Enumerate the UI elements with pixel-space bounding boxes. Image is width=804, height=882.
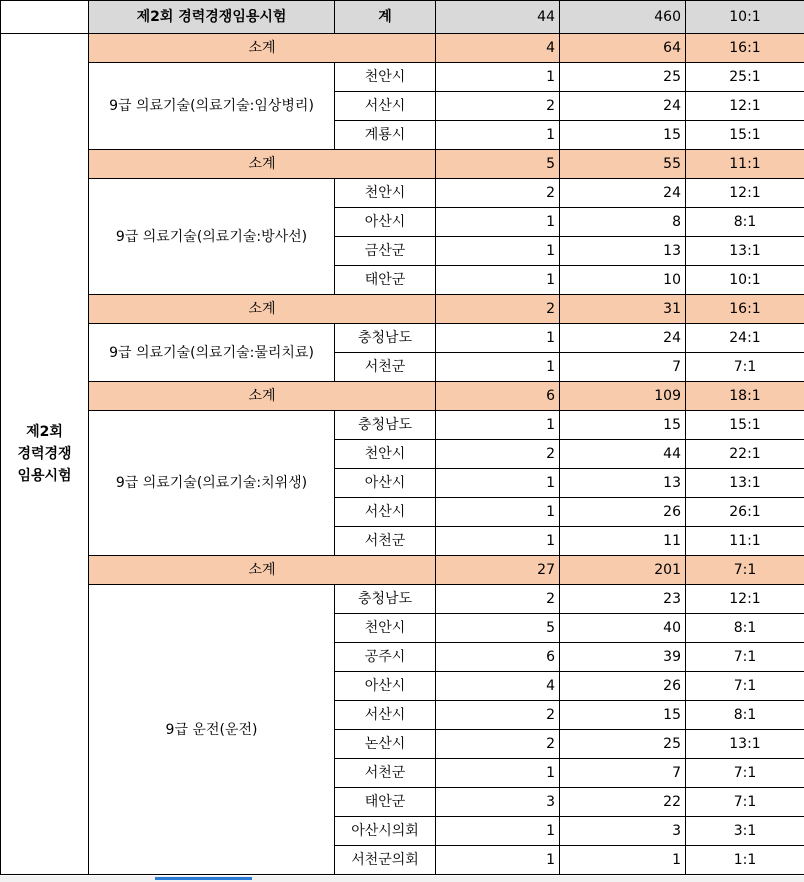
row-applicants: 25 bbox=[560, 63, 686, 92]
row-applicants: 44 bbox=[560, 440, 686, 469]
subtotal-row bbox=[1, 34, 804, 63]
row-region: 서산시 bbox=[335, 701, 436, 730]
row-region: 충청남도 bbox=[335, 324, 436, 353]
row-ratio: 11:1 bbox=[686, 527, 804, 556]
row-ratio: 8:1 bbox=[686, 208, 804, 237]
row-applicants: 24 bbox=[560, 324, 686, 353]
row-count: 1 bbox=[436, 353, 560, 382]
row-count: 1 bbox=[436, 237, 560, 266]
row-region: 천안시 bbox=[335, 179, 436, 208]
row-region: 아산시 bbox=[335, 672, 436, 701]
position-name-cell: 9급 의료기술(의료기술:방사선) bbox=[89, 179, 335, 295]
row-count: 2 bbox=[436, 730, 560, 759]
row-ratio: 13:1 bbox=[686, 730, 804, 759]
row-ratio: 22:1 bbox=[686, 440, 804, 469]
position-name-cell: 9급 의료기술(의료기술:물리치료) bbox=[89, 324, 335, 382]
row-count: 1 bbox=[436, 527, 560, 556]
row-ratio: 13:1 bbox=[686, 469, 804, 498]
row-applicants: 26 bbox=[560, 498, 686, 527]
subtotal-applicants: 55 bbox=[560, 150, 686, 179]
row-ratio: 15:1 bbox=[686, 411, 804, 440]
row-applicants: 24 bbox=[560, 92, 686, 121]
subtotal-label: 소계 bbox=[89, 556, 436, 585]
row-region: 서산시 bbox=[335, 92, 436, 121]
row-applicants: 13 bbox=[560, 237, 686, 266]
row-region: 태안군 bbox=[335, 266, 436, 295]
row-region: 서천군의회 bbox=[335, 846, 436, 875]
row-count: 2 bbox=[436, 440, 560, 469]
row-count: 1 bbox=[436, 469, 560, 498]
row-count: 2 bbox=[436, 179, 560, 208]
row-region: 아산시 bbox=[335, 208, 436, 237]
row-applicants: 39 bbox=[560, 643, 686, 672]
table-row bbox=[1, 411, 804, 440]
subtotal-ratio: 11:1 bbox=[686, 150, 804, 179]
row-applicants: 23 bbox=[560, 585, 686, 614]
horizontal-scroll-track[interactable] bbox=[0, 876, 804, 882]
row-applicants: 8 bbox=[560, 208, 686, 237]
row-ratio: 7:1 bbox=[686, 643, 804, 672]
row-region: 서산시 bbox=[335, 498, 436, 527]
subtotal-ratio: 16:1 bbox=[686, 34, 804, 63]
row-ratio: 12:1 bbox=[686, 179, 804, 208]
subtotal-applicants: 109 bbox=[560, 382, 686, 411]
position-name-cell: 9급 의료기술(의료기술:치위생) bbox=[89, 411, 335, 556]
row-ratio: 1:1 bbox=[686, 846, 804, 875]
row-region: 천안시 bbox=[335, 614, 436, 643]
row-count: 1 bbox=[436, 846, 560, 875]
row-count: 1 bbox=[436, 817, 560, 846]
row-count: 2 bbox=[436, 92, 560, 121]
row-applicants: 40 bbox=[560, 614, 686, 643]
header-blank-cell bbox=[1, 1, 89, 34]
row-applicants: 11 bbox=[560, 527, 686, 556]
header-total-label: 계 bbox=[335, 1, 436, 34]
row-ratio: 13:1 bbox=[686, 237, 804, 266]
subtotal-applicants: 64 bbox=[560, 34, 686, 63]
row-region: 아산시 bbox=[335, 469, 436, 498]
table-row bbox=[1, 324, 804, 353]
row-applicants: 7 bbox=[560, 759, 686, 788]
row-region: 금산군 bbox=[335, 237, 436, 266]
table-row bbox=[1, 585, 804, 614]
row-ratio: 8:1 bbox=[686, 701, 804, 730]
header-exam-cell: 제2회 경력경쟁임용시험 bbox=[89, 1, 335, 34]
row-region: 태안군 bbox=[335, 788, 436, 817]
subtotal-label: 소계 bbox=[89, 295, 436, 324]
row-applicants: 22 bbox=[560, 788, 686, 817]
row-ratio: 7:1 bbox=[686, 788, 804, 817]
subtotal-label: 소계 bbox=[89, 382, 436, 411]
row-ratio: 12:1 bbox=[686, 92, 804, 121]
header-ratio: 10:1 bbox=[686, 1, 804, 34]
row-region: 아산시의회 bbox=[335, 817, 436, 846]
row-ratio: 7:1 bbox=[686, 353, 804, 382]
row-applicants: 7 bbox=[560, 353, 686, 382]
subtotal-ratio: 18:1 bbox=[686, 382, 804, 411]
row-count: 1 bbox=[436, 208, 560, 237]
subtotal-count: 27 bbox=[436, 556, 560, 585]
row-count: 6 bbox=[436, 643, 560, 672]
row-applicants: 15 bbox=[560, 121, 686, 150]
row-count: 1 bbox=[436, 121, 560, 150]
row-applicants: 24 bbox=[560, 179, 686, 208]
row-ratio: 25:1 bbox=[686, 63, 804, 92]
row-region: 논산시 bbox=[335, 730, 436, 759]
subtotal-count: 5 bbox=[436, 150, 560, 179]
row-applicants: 15 bbox=[560, 701, 686, 730]
row-count: 2 bbox=[436, 701, 560, 730]
row-ratio: 3:1 bbox=[686, 817, 804, 846]
row-count: 5 bbox=[436, 614, 560, 643]
subtotal-row bbox=[1, 556, 804, 585]
row-applicants: 26 bbox=[560, 672, 686, 701]
subtotal-label: 소계 bbox=[89, 150, 436, 179]
row-count: 4 bbox=[436, 672, 560, 701]
subtotal-label: 소계 bbox=[89, 34, 436, 63]
row-ratio: 12:1 bbox=[686, 585, 804, 614]
table-row bbox=[1, 63, 804, 92]
row-region: 천안시 bbox=[335, 440, 436, 469]
row-ratio: 7:1 bbox=[686, 672, 804, 701]
subtotal-applicants: 31 bbox=[560, 295, 686, 324]
row-region: 공주시 bbox=[335, 643, 436, 672]
row-region: 천안시 bbox=[335, 63, 436, 92]
subtotal-count: 6 bbox=[436, 382, 560, 411]
row-ratio: 10:1 bbox=[686, 266, 804, 295]
row-ratio: 15:1 bbox=[686, 121, 804, 150]
subtotal-applicants: 201 bbox=[560, 556, 686, 585]
table-body bbox=[1, 1, 804, 875]
row-applicants: 15 bbox=[560, 411, 686, 440]
row-count: 1 bbox=[436, 266, 560, 295]
subtotal-row bbox=[1, 295, 804, 324]
row-count: 2 bbox=[436, 585, 560, 614]
row-region: 서천군 bbox=[335, 353, 436, 382]
subtotal-row bbox=[1, 150, 804, 179]
row-ratio: 7:1 bbox=[686, 759, 804, 788]
row-count: 1 bbox=[436, 63, 560, 92]
row-region: 서천군 bbox=[335, 759, 436, 788]
header-count: 44 bbox=[436, 1, 560, 34]
subtotal-ratio: 7:1 bbox=[686, 556, 804, 585]
row-ratio: 24:1 bbox=[686, 324, 804, 353]
row-count: 1 bbox=[436, 759, 560, 788]
row-count: 1 bbox=[436, 498, 560, 527]
row-applicants: 3 bbox=[560, 817, 686, 846]
row-applicants: 10 bbox=[560, 266, 686, 295]
horizontal-scroll-thumb[interactable] bbox=[155, 877, 252, 880]
table-row bbox=[1, 179, 804, 208]
row-ratio: 26:1 bbox=[686, 498, 804, 527]
exam-name-cell: 제2회 경력경쟁 임용시험 bbox=[1, 34, 89, 875]
row-applicants: 25 bbox=[560, 730, 686, 759]
row-region: 충청남도 bbox=[335, 411, 436, 440]
row-applicants: 13 bbox=[560, 469, 686, 498]
total-row bbox=[1, 1, 804, 34]
row-count: 1 bbox=[436, 324, 560, 353]
position-name-cell: 9급 의료기술(의료기술:임상병리) bbox=[89, 63, 335, 150]
row-region: 계룡시 bbox=[335, 121, 436, 150]
header-applicants: 460 bbox=[560, 1, 686, 34]
row-region: 충청남도 bbox=[335, 585, 436, 614]
row-count: 3 bbox=[436, 788, 560, 817]
row-applicants: 1 bbox=[560, 846, 686, 875]
subtotal-row bbox=[1, 382, 804, 411]
subtotal-count: 4 bbox=[436, 34, 560, 63]
row-region: 서천군 bbox=[335, 527, 436, 556]
row-count: 1 bbox=[436, 411, 560, 440]
position-name-cell: 9급 운전(운전) bbox=[89, 585, 335, 875]
row-ratio: 8:1 bbox=[686, 614, 804, 643]
subtotal-ratio: 16:1 bbox=[686, 295, 804, 324]
subtotal-count: 2 bbox=[436, 295, 560, 324]
